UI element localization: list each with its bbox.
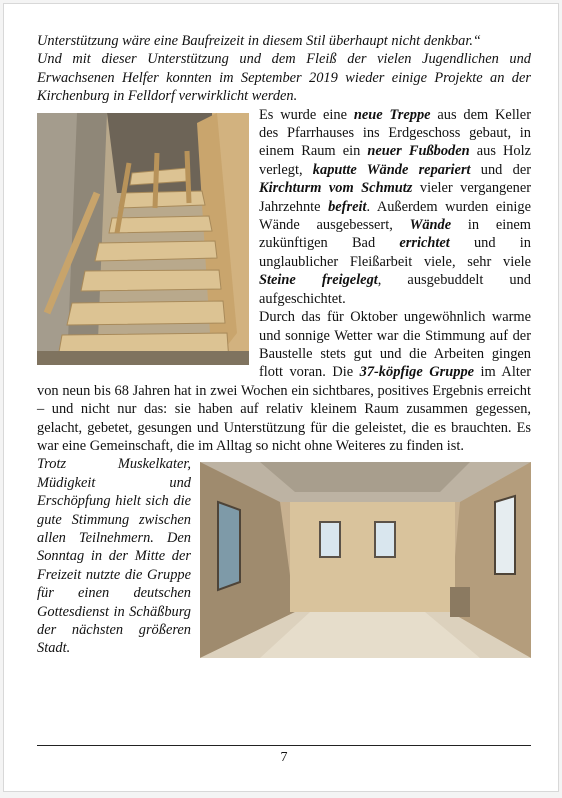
highlight-kirchturm: Kirchturm vom Schmutz (259, 180, 413, 197)
highlight-gruppe: 37-köpfige Gruppe (359, 364, 475, 381)
highlight-kaputte-waende: kaputte Wände repariert (312, 161, 471, 178)
highlight-errichtet: errichtet (399, 235, 450, 252)
footer-divider (37, 745, 531, 746)
highlight-steine-freigelegt: Steine freigelegt (259, 272, 378, 289)
text-run: vieler vergangener Jahrzehnte (259, 180, 531, 215)
page-number: 7 (280, 750, 288, 765)
document-page (3, 3, 559, 792)
text-run: im Alter von neun bis 68 Jahren hat in zwei Wochen ein sichtbares, positives Ergebnis erreicht – und nicht nur das: sie haben auf relativ kleinem Raum zusammen gegessen, gelacht, gebetet, gesungen und Unterstützung für die geleistet, die es brauchten. Es war eine Gemeinschaft, die im Alltag so nicht ohne Weiteres zu finden ist. (37, 364, 532, 454)
highlight-befreit: befreit (328, 198, 367, 215)
highlight-neue-treppe: neue Treppe (353, 106, 431, 123)
text-run: aus dem Keller des Pfarrhauses ins Erdgeschoss gebaut, in einem Raum ein (259, 106, 531, 160)
text-run: und in unglaublicher Fleißarbeit viele, sehr viele (259, 235, 531, 270)
highlight-neuer-fussboden: neuer Fußboden (367, 143, 470, 160)
text-run: und der (470, 161, 531, 178)
intro-paragraph-2: Und mit dieser Unterstützung und dem Fleiß der vielen Jugendlichen und Erwachsenen Helfer konnten im September 2019 wieder einige Projekte an der Kirchenburg in Felldorf verwirklicht werden. (37, 51, 531, 105)
text-run: . Außerdem wurden einige Wände ausgebessert, (259, 198, 532, 234)
text-run: Es wurde eine (259, 106, 354, 123)
text-run: aus Holz verlegt, (259, 143, 531, 178)
text-column (37, 32, 531, 658)
body-paragraph-3: Trotz Muskelkater, Müdigkeit und Erschöpfung hielt sich die gute Stimmung zwischen allen Teilnehmern. Den Sonntag in der Mitte der Freizeit nutzte die Gruppe für einen deutschen Gottesdienst in Schäßburg der nächsten größeren Stadt. (37, 456, 191, 657)
text-run: , ausgebuddelt und aufgeschichtet. (259, 272, 531, 307)
text-run: in einem zukünftigen Bad (259, 217, 531, 252)
text-run: Durch das für Oktober ungewöhnlich warme und sonnige Wetter war die Stimmung auf der Baustelle stets gut und die Arbeiten gingen flott voran. Die (259, 309, 531, 381)
intro-paragraph-1: Unterstützung wäre eine Baufreizeit in diesem Stil überhaupt nicht denkbar.“ (37, 33, 481, 49)
highlight-waende: Wände (409, 217, 452, 234)
photo-new-staircase (37, 113, 249, 365)
photo-renovated-room (200, 462, 531, 658)
